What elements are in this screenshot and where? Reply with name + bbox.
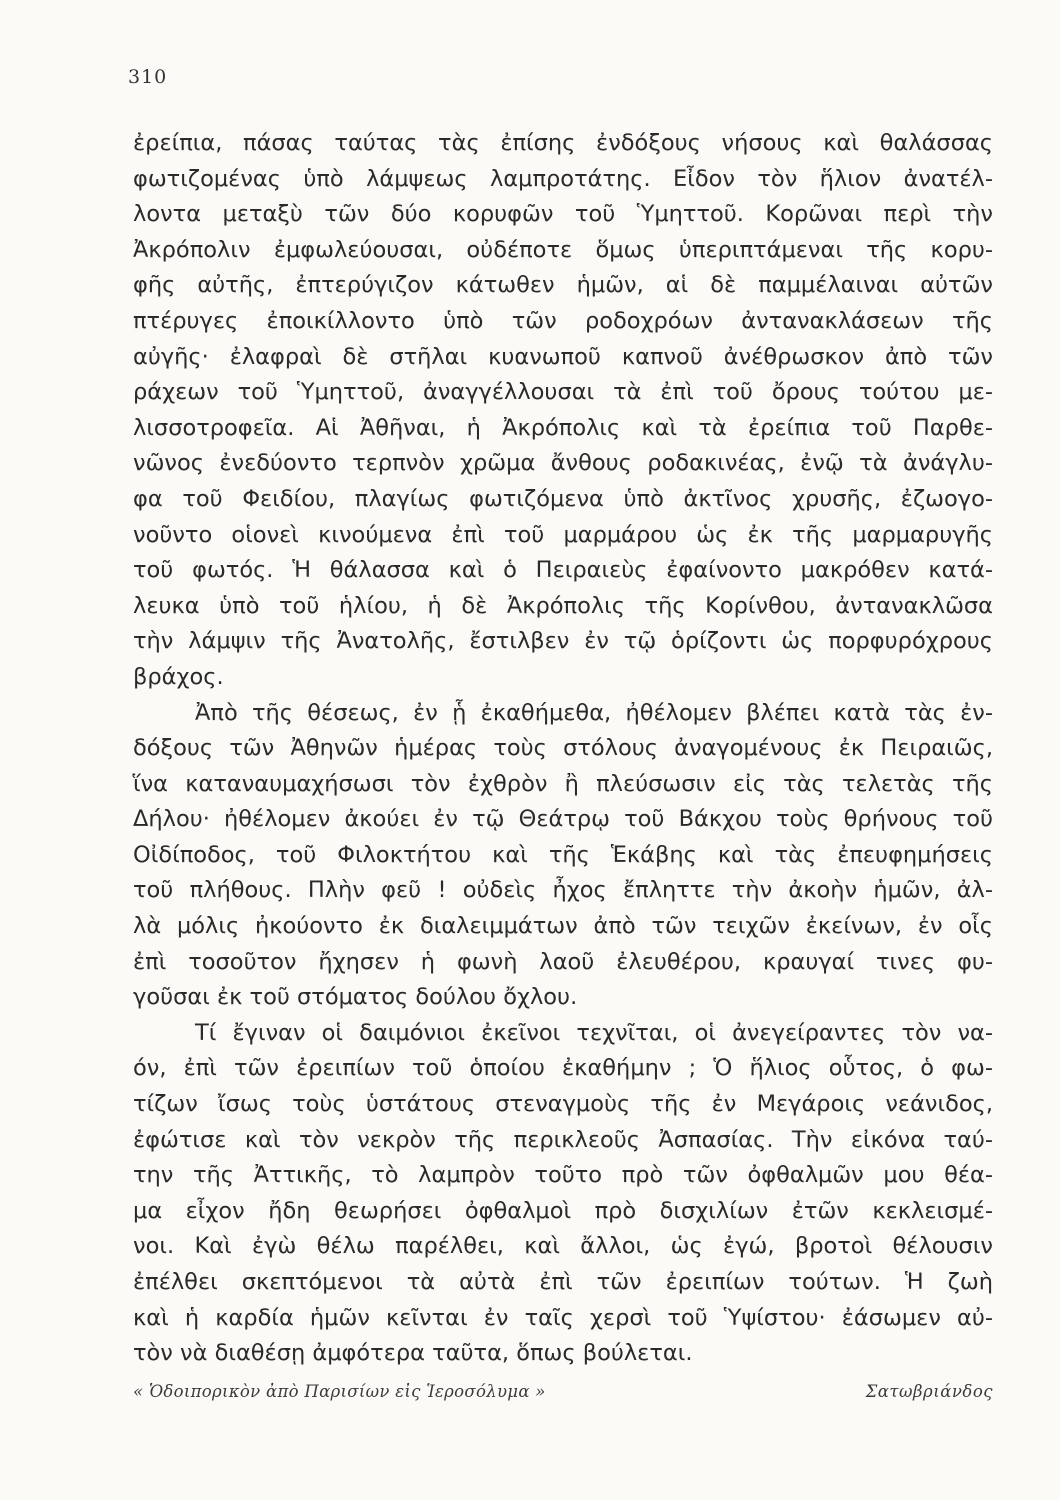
text-line: νοῦντο οἱονεὶ κινούμενα ἐπὶ τοῦ μαρμάρου ὡς ἐκ τῆς μαρμαρυγῆς <box>133 521 993 548</box>
page-number: 310 <box>128 66 168 88</box>
text-line: ἐπέλθει σκεπτόμενοι τὰ αὐτὰ ἐπὶ τῶν ἐρειπίων τούτων. Ἡ ζωὴ <box>133 1269 993 1295</box>
citation <box>133 1382 993 1401</box>
text-line: ἵνα καταναυμαχήσωσι τὸν ἐχθρὸν ἢ πλεύσωσιν εἰς τὰς τελετὰς τῆς <box>133 770 993 797</box>
text-line: βράχος. <box>133 663 224 690</box>
text-line: ἐρείπια, πάσας ταύτας τὰς ἐπίσης ἐνδόξους νήσους καὶ θαλάσσας <box>133 130 993 156</box>
text-line: καὶ ἡ καρδία ἡμῶν κεῖνται ἐν ταῖς χερσὶ τοῦ Ὑψίστου· ἐάσωμεν αὐ- <box>133 1304 993 1331</box>
text-line: πτέρυγες ἐποικίλλοντο ὑπὸ τῶν ροδοχρόων ἀντανακλάσεων τῆς <box>133 307 993 334</box>
text-line: λοντα μεταξὺ τῶν δύο κορυφῶν τοῦ Ὑμηττοῦ. Κορῶναι περὶ τὴν <box>133 201 993 228</box>
text-line: την τῆς Ἀττικῆς, τὸ λαμπρὸν τοῦτο πρὸ τῶν ὀφθαλμῶν μου θέα- <box>133 1162 993 1189</box>
text-line: λευκα ὑπὸ τοῦ ἡλίου, ἡ δὲ Ἀκρόπολις τῆς Κορίνθου, ἀντανακλῶσα <box>133 592 993 619</box>
paragraph-3 <box>133 1016 993 1372</box>
text-line: αὐγῆς· ἐλαφραὶ δὲ στῆλαι κυανωποῦ καπνοῦ ἀνέθρωσκον ἀπὸ τῶν <box>133 343 993 370</box>
text-line: νοι. Καὶ ἐγὼ θέλω παρέλθει, καὶ ἄλλοι, ὡς ἐγώ, βροτοὶ θέλουσιν <box>133 1233 993 1260</box>
paragraph-2 <box>133 696 993 1016</box>
text-line: τὴν λάμψιν τῆς Ἀνατολῆς, ἔστιλβεν ἐν τῷ ὁρίζοντι ὡς πορφυρόχρους <box>133 628 993 655</box>
text-line: λὰ μόλις ἠκούοντο ἐκ διαλειμμάτων ἀπὸ τῶν τειχῶν ἐκείνων, ἐν οἷς <box>133 913 993 940</box>
text-line: τοῦ πλήθους. Πλὴν φεῦ ! οὐδεὶς ἦχος ἔπληττε τὴν ἀκοὴν ἡμῶν, ἀλ- <box>133 877 993 904</box>
citation-source: « Ὁδοιπορικὸν ἀπὸ Παρισίων εἰς Ἱεροσόλυμα » <box>133 1382 546 1401</box>
text-line: Ἀπὸ τῆς θέσεως, ἐν ᾗ ἐκαθήμεθα, ἠθέλομεν βλέπει κατὰ τὰς ἐν- <box>195 699 993 726</box>
body-text <box>133 126 993 1372</box>
paragraph-1 <box>133 126 993 696</box>
text-line: ἐφώτισε καὶ τὸν νεκρὸν τῆς περικλεοῦς Ἀσπασίας. Τὴν εἰκόνα ταύ- <box>133 1126 993 1153</box>
text-line: Ἀκρόπολιν ἐμφωλεύουσαι, οὐδέποτε ὅμως ὑπεριπτάμεναι τῆς κορυ- <box>133 236 993 263</box>
text-line: λισσοτροφεῖα. Αἱ Ἀθῆναι, ἡ Ἀκρόπολις καὶ τὰ ἐρείπια τοῦ Παρθε- <box>133 414 993 441</box>
text-line: όν, ἐπὶ τῶν ἐρειπίων τοῦ ὁποίου ἐκαθήμην ; Ὁ ἥλιος οὗτος, ὁ φω- <box>133 1055 993 1082</box>
text-line: ἐπὶ τοσοῦτον ἤχησεν ἡ φωνὴ λαοῦ ἐλευθέρου, κραυγαί τινες φυ- <box>133 948 993 975</box>
text-line: νῶνος ἐνεδύοντο τερπνὸν χρῶμα ἄνθους ροδακινέας, ἐνῷ τὰ ἀνάγλυ- <box>133 450 993 477</box>
text-line: τοῦ φωτός. Ἡ θάλασσα καὶ ὁ Πειραιεὺς ἐφαίνοντο μακρόθεν κατά- <box>133 557 993 584</box>
text-line: τὸν νὰ διαθέσῃ ἀμφότερα ταῦτα, ὅπως βούλεται. <box>133 1340 693 1367</box>
text-line: δόξους τῶν Ἀθηνῶν ἡμέρας τοὺς στόλους ἀναγομένους ἐκ Πειραιῶς, <box>133 735 993 762</box>
text-line: τίζων ἴσως τοὺς ὑστάτους στεναγμοὺς τῆς ἐν Μεγάροις νεάνιδος, <box>133 1091 993 1118</box>
text-line: ράχεων τοῦ Ὑμηττοῦ, ἀναγγέλλουσαι τὰ ἐπὶ τοῦ ὄρους τούτου με- <box>133 379 993 406</box>
text-line: φωτιζομένας ὑπὸ λάμψεως λαμπροτάτης. Εἶδον τὸν ἥλιον ἀνατέλ- <box>133 165 993 192</box>
text-line: φῆς αὐτῆς, ἐπτερύγιζον κάτωθεν ἡμῶν, αἱ δὲ παμμέλαιναι αὐτῶν <box>133 272 993 299</box>
citation-author: Σατωβριάνδος <box>865 1382 993 1401</box>
text-line: γοῦσαι ἐκ τοῦ στόματος δούλου ὄχλου. <box>133 984 578 1011</box>
text-line: Οἰδίποδος, τοῦ Φιλοκτήτου καὶ τῆς Ἑκάβης καὶ τὰς ἐπευφημήσεις <box>133 841 993 868</box>
text-line: φα τοῦ Φειδίου, πλαγίως φωτιζόμενα ὑπὸ ἀκτῖνος χρυσῆς, ἐζωογο- <box>133 485 993 512</box>
text-line: Δήλου· ἠθέλομεν ἀκούει ἐν τῷ Θεάτρῳ τοῦ Βάκχου τοὺς θρήνους τοῦ <box>133 806 993 833</box>
text-line: Τί ἔγιναν οἱ δαιμόνιοι ἐκεῖνοι τεχνῖται, οἱ ἀνεγείραντες τὸν να- <box>195 1019 993 1046</box>
text-line: μα εἶχον ἤδη θεωρήσει ὀφθαλμοὶ πρὸ δισχιλίων ἐτῶν κεκλεισμέ- <box>133 1197 993 1224</box>
